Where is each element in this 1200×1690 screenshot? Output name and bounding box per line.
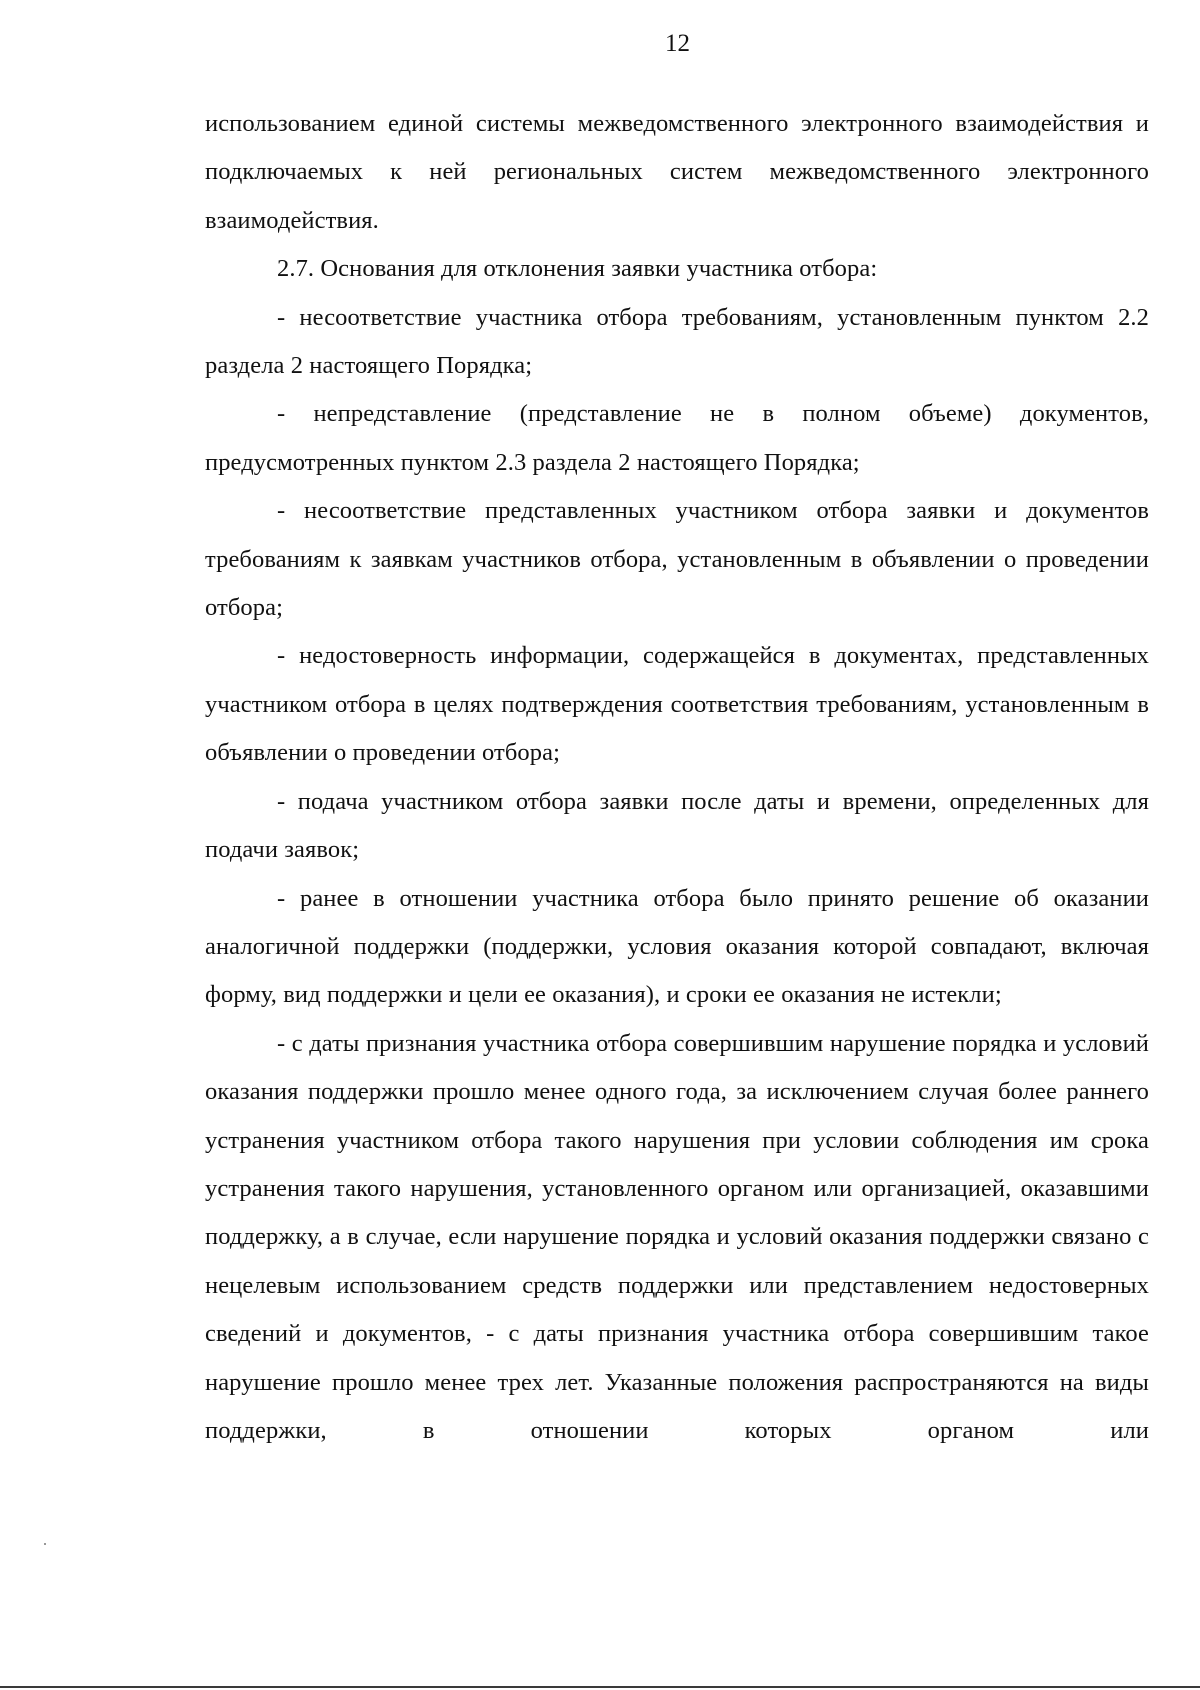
list-item-prior-support: - ранее в отношении участника отбора было принято решение об оказании аналогичной поддержки (поддержки, условия оказания которой совпадают, включая форму, вид поддержки и цели ее оказания), и сроки ее оказания не истекли;	[205, 884, 1149, 1009]
paragraph-continuation: использованием единой системы межведомственного электронного взаимодействия и подключаемых к ней региональных систем межведомственного электронного взаимодействия.	[205, 110, 1149, 234]
document-body	[205, 100, 1149, 1455]
bottom-edge-line	[0, 1686, 1200, 1688]
scan-speck	[44, 1543, 46, 1545]
list-item-unreliable-information: - недостоверность информации, содержащейся в документах, представленных участником отбора в целях подтверждения соответствия требованиям, установленным в объявлении о проведении отбора;	[205, 642, 1149, 767]
list-item-missing-documents: - непредставление (представление не в полном объеме) документов, предусмотренных пунктом 2.3 раздела 2 настоящего Порядка;	[205, 400, 1149, 476]
list-item-late-submission: - подача участником отбора заявки после даты и времени, определенных для подачи заявок;	[205, 787, 1149, 864]
list-item-violation-period: - с даты признания участника отбора совершившим нарушение порядка и условий оказания поддержки прошло менее одного года, за исключением случая более раннего устранения участником отбора такого нарушения при условии соблюдения им срока устранения такого нарушения, установленного органом или организацией, оказавшими поддержку, а в случае, если нарушение порядка и условий оказания поддержки связано с нецелевым использованием средств поддержки или представлением недостоверных сведений и документов, - с даты признания участника отбора совершившим такое нарушение прошло менее трех лет. Указанные положения распространяются на виды поддержки, в отношении которых органом или	[205, 1029, 1149, 1444]
list-item-application-mismatch: - несоответствие представленных участником отбора заявки и документов требованиям к заявкам участников отбора, установленным в объявлении о проведении отбора;	[205, 497, 1149, 622]
list-item-requirements-mismatch: - несоответствие участника отбора требованиям, установленным пунктом 2.2 раздела 2 настоящего Порядка;	[205, 303, 1149, 380]
page-number: 12	[665, 30, 690, 57]
section-heading-2-7: 2.7. Основания для отклонения заявки участника отбора:	[277, 255, 878, 283]
